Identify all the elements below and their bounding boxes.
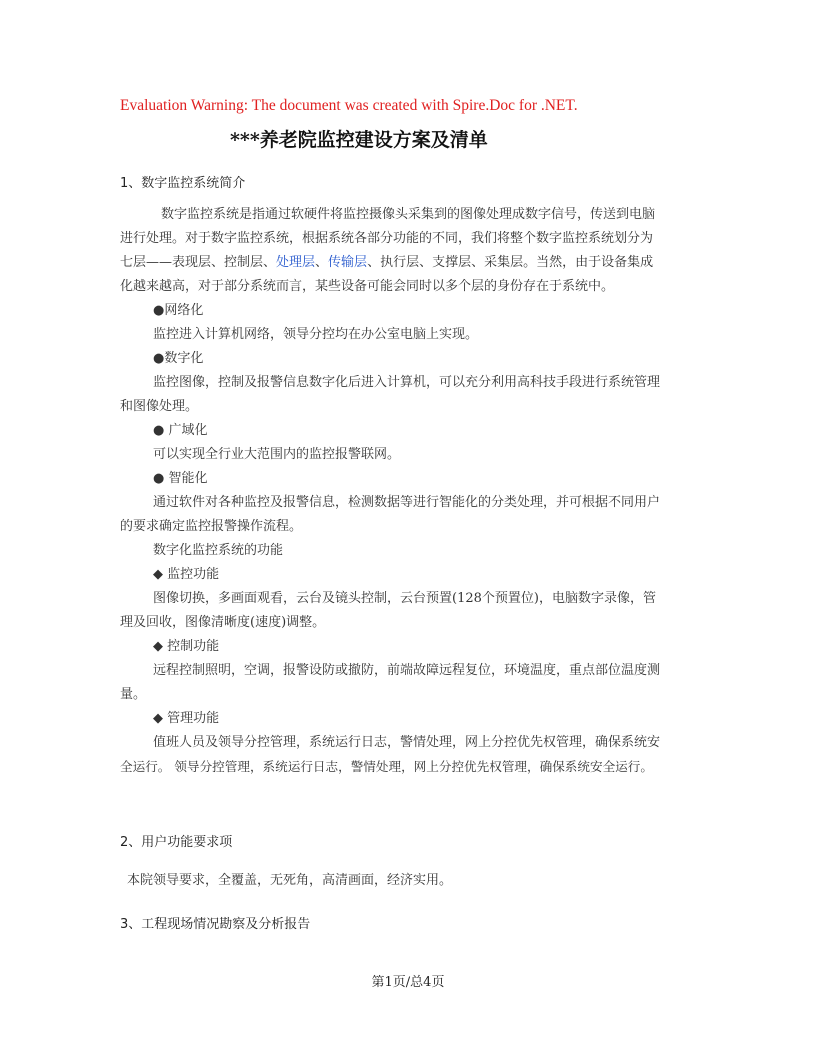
- bullet-desc: 可以实现全行业大范围内的监控报警联网。: [153, 447, 401, 462]
- intro-line-2: 进行处理。对于数字监控系统，根据系统各部分功能的不同，我们将整个数字监控系统划分为: [120, 231, 654, 246]
- intro-line-3-sep: 、: [315, 255, 329, 270]
- intro-line-3-start: 七层——表现层、控制层、: [120, 255, 277, 270]
- section-1-heading: 1、数字监控系统简介: [120, 176, 246, 191]
- bullet-desc: 监控进入计算机网络，领导分控均在办公室电脑上实现。: [153, 327, 479, 342]
- function-desc: 理及回收，图像清晰度(速度)调整。: [120, 615, 326, 630]
- bullet-label: ● 广域化: [153, 423, 208, 438]
- bullet-label: ●网络化: [153, 303, 204, 318]
- function-label: ◆ 控制功能: [153, 639, 220, 654]
- intro-line-3: [120, 251, 653, 275]
- evaluation-warning: Evaluation Warning: The document was created with Spire.Doc for .NET.: [120, 97, 578, 114]
- function-desc: 全运行。 领导分控管理，系统运行日志，警情处理，网上分控优先权管理，确保系统安全运行。: [120, 759, 653, 774]
- bullet-label: ● 智能化: [153, 471, 208, 486]
- page-footer: 第1页/总4页: [371, 975, 445, 990]
- document-title: ***养老院监控建设方案及清单: [230, 129, 488, 151]
- bullet-desc: 的要求确定监控报警操作流程。: [120, 519, 303, 534]
- function-desc: 值班人员及领导分控管理，系统运行日志，警情处理，网上分控优先权管理，确保系统安: [153, 735, 661, 750]
- section-2-body: 本院领导要求，全覆盖，无死角，高清画面，经济实用。: [127, 873, 453, 888]
- intro-line-3-end: 、执行层、支撑层、采集层。当然，由于设备集成: [367, 255, 654, 270]
- function-desc: 量。: [120, 687, 147, 702]
- function-desc: 远程控制照明，空调，报警设防或撤防，前端故障远程复位，环境温度，重点部位温度测: [153, 663, 661, 678]
- bullet-label: ●数字化: [153, 351, 204, 366]
- functions-heading: 数字化监控系统的功能: [153, 543, 284, 558]
- function-desc: 图像切换，多画面观看，云台及镜头控制，云台预置(128个预置位)，电脑数字录像，管: [153, 591, 656, 606]
- function-label: ◆ 监控功能: [153, 567, 220, 582]
- bullet-desc: 通过软件对各种监控及报警信息，检测数据等进行智能化的分类处理，并可根据不同用户: [153, 495, 661, 510]
- bullet-desc: 和图像处理。: [120, 399, 199, 414]
- processing-layer-link[interactable]: 处理层: [276, 255, 316, 270]
- section-3-heading: 3、工程现场情况勘察及分析报告: [120, 917, 311, 932]
- intro-line-1: 数字监控系统是指通过软硬件将监控摄像头采集到的图像处理成数字信号，传送到电脑: [161, 207, 656, 222]
- bullet-desc: 监控图像，控制及报警信息数字化后进入计算机，可以充分利用高科技手段进行系统管理: [153, 375, 661, 390]
- transport-layer-link[interactable]: 传输层: [328, 255, 368, 270]
- section-2-heading: 2、用户功能要求项: [120, 835, 233, 850]
- intro-line-4: 化越来越高，对于部分系统而言，某些设备可能会同时以多个层的身份存在于系统中。: [120, 279, 615, 294]
- function-label: ◆ 管理功能: [153, 711, 220, 726]
